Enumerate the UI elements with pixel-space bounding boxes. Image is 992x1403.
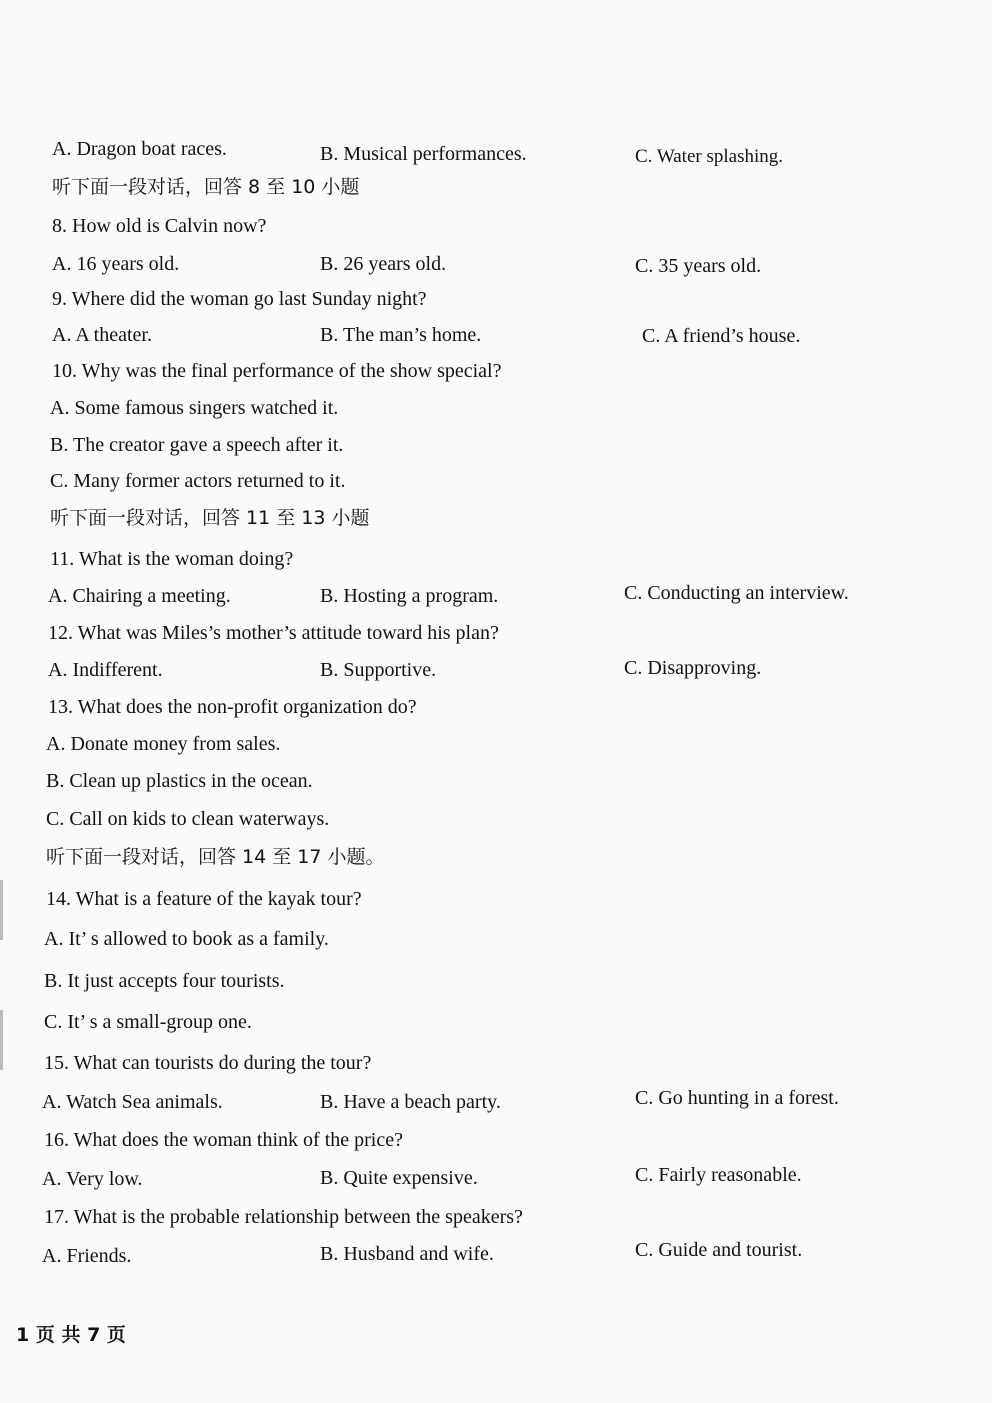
q16-option-a: A. Very low. xyxy=(42,1168,143,1190)
q11-option-c: C. Conducting an interview. xyxy=(624,582,849,604)
q11-option-b: B. Hosting a program. xyxy=(320,585,499,607)
q11-option-a: A. Chairing a meeting. xyxy=(48,585,231,607)
q9-option-c: C. A friend’s house. xyxy=(642,325,801,347)
q15-option-c: C. Go hunting in a forest. xyxy=(635,1087,839,1109)
q12-option-b: B. Supportive. xyxy=(320,659,437,681)
q15-option-b: B. Have a beach party. xyxy=(320,1091,501,1113)
q14-option-b: B. It just accepts four tourists. xyxy=(44,970,285,992)
q16-option-b: B. Quite expensive. xyxy=(320,1167,478,1189)
q7-option-a: A. Dragon boat races. xyxy=(52,138,227,160)
section-heading-8-10: 听下面一段对话，回答 8 至 10 小题 xyxy=(52,176,360,198)
q7-option-b: B. Musical performances. xyxy=(320,143,527,165)
q8-question: 8. How old is Calvin now? xyxy=(52,215,267,237)
q13-question: 13. What does the non-profit organization do? xyxy=(48,696,417,718)
q9-question: 9. Where did the woman go last Sunday night? xyxy=(52,288,427,310)
q14-option-a: A. It’ s allowed to book as a family. xyxy=(44,928,329,950)
q8-option-b: B. 26 years old. xyxy=(320,253,447,275)
q12-option-a: A. Indifferent. xyxy=(48,659,163,681)
q10-option-b: B. The creator gave a speech after it. xyxy=(50,434,344,456)
q17-option-c: C. Guide and tourist. xyxy=(635,1239,803,1261)
q7-option-c: C. Water splashing. xyxy=(635,146,783,167)
q17-option-a: A. Friends. xyxy=(42,1245,132,1267)
scan-edge-mark xyxy=(0,1010,3,1070)
q13-option-a: A. Donate money from sales. xyxy=(46,733,281,755)
section-heading-11-13: 听下面一段对话，回答 11 至 13 小题 xyxy=(50,507,370,529)
scan-edge-mark xyxy=(0,880,3,940)
q16-question: 16. What does the woman think of the price? xyxy=(44,1129,403,1151)
q11-question: 11. What is the woman doing? xyxy=(50,548,294,570)
q14-option-c: C. It’ s a small-group one. xyxy=(44,1011,252,1033)
q8-option-a: A. 16 years old. xyxy=(52,253,180,275)
q16-option-c: C. Fairly reasonable. xyxy=(635,1164,802,1186)
q10-option-a: A. Some famous singers watched it. xyxy=(50,397,339,419)
section-heading-14-17: 听下面一段对话，回答 14 至 17 小题。 xyxy=(46,846,385,868)
q13-option-c: C. Call on kids to clean waterways. xyxy=(46,808,330,830)
q17-question: 17. What is the probable relationship between the speakers? xyxy=(44,1206,523,1228)
q9-option-b: B. The man’s home. xyxy=(320,324,482,346)
page-number: 1 页 共 7 页 xyxy=(16,1324,126,1346)
q10-option-c: C. Many former actors returned to it. xyxy=(50,470,346,492)
q14-question: 14. What is a feature of the kayak tour? xyxy=(46,888,362,910)
q15-option-a: A. Watch Sea animals. xyxy=(42,1091,223,1113)
q13-option-b: B. Clean up plastics in the ocean. xyxy=(46,770,313,792)
q12-question: 12. What was Miles’s mother’s attitude toward his plan? xyxy=(48,622,499,644)
q17-option-b: B. Husband and wife. xyxy=(320,1243,494,1265)
q10-question: 10. Why was the final performance of the show special? xyxy=(52,360,502,382)
q12-option-c: C. Disapproving. xyxy=(624,657,762,679)
q15-question: 15. What can tourists do during the tour? xyxy=(44,1052,372,1074)
q8-option-c: C. 35 years old. xyxy=(635,255,762,277)
q9-option-a: A. A theater. xyxy=(52,324,152,346)
